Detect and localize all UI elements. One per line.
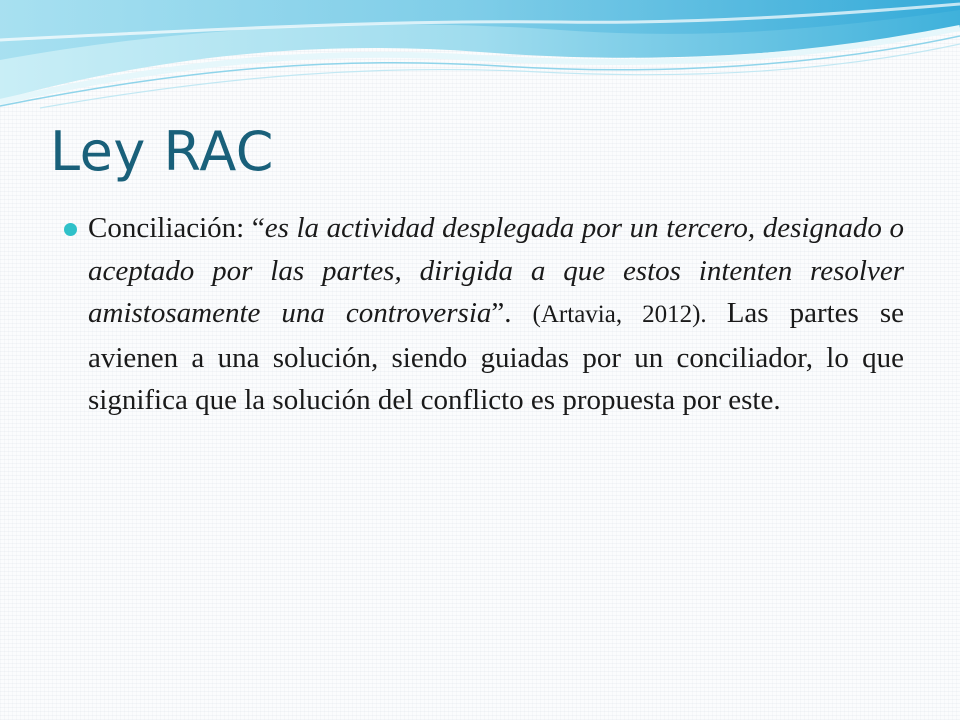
bullet-paragraph xyxy=(88,207,904,422)
explanation-text: Las partes se avienen a una solución, siendo guiadas por un conciliador, lo que significa que la solución del conflicto es propuesta por este. xyxy=(88,297,904,416)
definition-quote: es la actividad desplegada por un tercero, designado o aceptado por las partes, dirigida a que estos intenten resolver amistosamente una controversia xyxy=(88,212,904,329)
term-label: Conciliación: xyxy=(88,212,252,244)
quote-open-mark: “ xyxy=(251,212,265,244)
quote-close-mark: ”. xyxy=(491,297,533,329)
slide-title: Ley RAC xyxy=(50,120,275,183)
round-bullet-icon xyxy=(64,223,77,236)
header-wave-decoration xyxy=(0,0,960,110)
citation: (Artavia, 2012). xyxy=(532,301,727,328)
